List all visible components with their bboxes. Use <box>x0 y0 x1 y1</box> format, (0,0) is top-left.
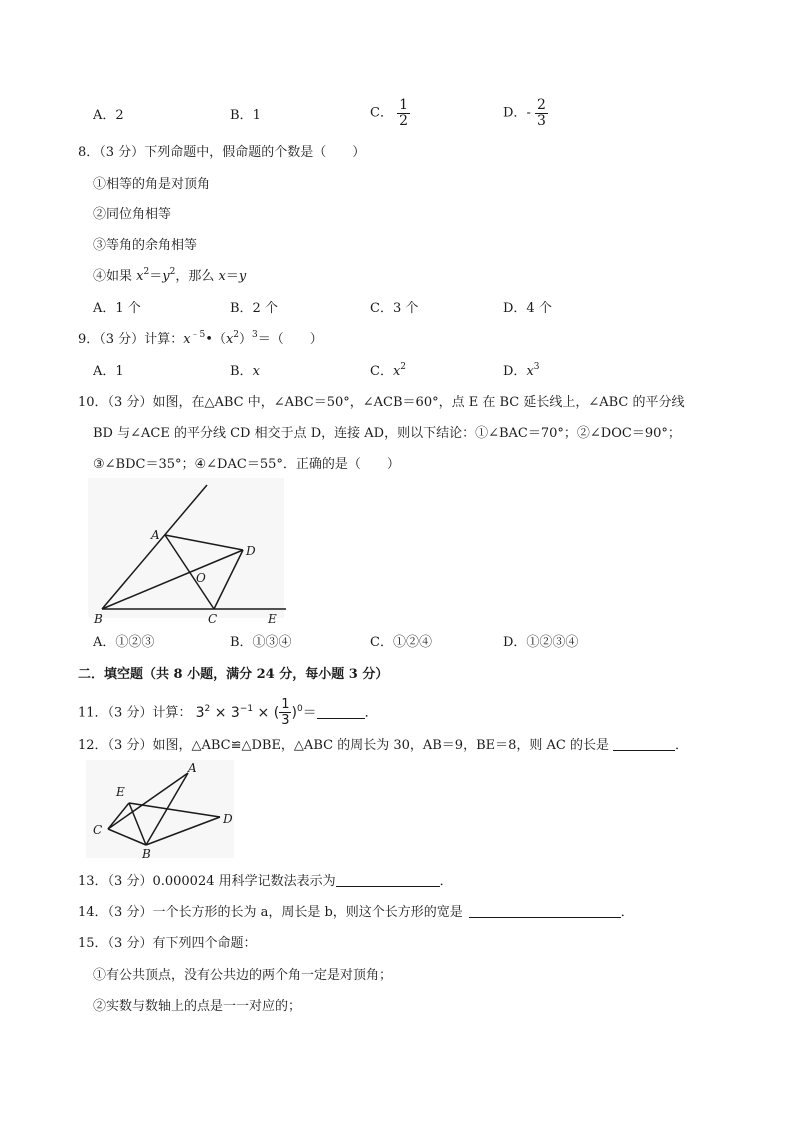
q9-option-c: C．$x^2$ <box>370 362 407 379</box>
q8-item-1: ①相等的角是对顶角 <box>93 177 211 192</box>
q8-option-c: C．3 个 <box>370 301 419 316</box>
q9-option-d: D．$x^3$ <box>503 362 540 379</box>
q9-stem: 9．（3 分）计算：$x^{﹣5}•(x^2)^3=$（ ） <box>78 330 323 347</box>
label-c: C <box>93 823 103 837</box>
q8-option-a: A．1 个 <box>93 301 141 316</box>
q10-option-a: A．①②③ <box>93 635 155 650</box>
section-2-title: 二．填空题（共 8 小题，满分 24 分，每小题 3 分） <box>78 667 389 682</box>
q10-line-2: BD 与∠ACE 的平分线 CD 相交于点 D，连接 AD，则以下结论：①∠BAC＝70°；②∠DOC＝90°； <box>93 426 681 441</box>
label-e: E <box>268 612 277 626</box>
q11-stem: 11．（3 分）计算： $3^2 \times 3^{-1}$ × ( $\frac{1}{3}$ )$^0$＝ ． <box>78 697 378 728</box>
q8-item-4: ④如果 $x^2=y^2$，那么 x＝y <box>93 267 247 284</box>
q10-figure <box>88 478 298 628</box>
q8-stem: 8．（3 分）下列命题中，假命题的个数是（ ） <box>78 145 366 160</box>
q10-option-b: B．①③④ <box>230 635 292 650</box>
label-c: C <box>208 612 218 626</box>
q10-line-1: 10．（3 分）如图，在△ABC 中，∠ABC＝50°，∠ACB＝60°，点 E 在 BC 延长线上，∠ABC 的平分线 <box>78 395 685 410</box>
q13-stem: 13．（3 分）0.000024 用科学记数法表示为 ． <box>78 874 453 889</box>
q14-stem: 14．（3 分）一个长方形的长为 a，周长是 b，则这个长方形的宽是 ． <box>78 905 634 920</box>
label-a: A <box>151 528 160 542</box>
q13-answer-blank[interactable] <box>336 872 440 887</box>
label-d: D <box>223 812 233 826</box>
q15-item-2: ②实数与数轴上的点是一一对应的； <box>93 999 302 1014</box>
label-a: A <box>188 761 197 775</box>
q12-stem: 12．（3 分）如图，△ABC≌△DBE，△ABC 的周长为 30，AB＝9，BE＝8，则 AC 的长是 ． <box>78 738 689 753</box>
q9-option-b: B．x <box>230 364 260 379</box>
q10-option-c: C．①②④ <box>370 635 432 650</box>
q12-figure-background <box>86 760 234 858</box>
label-d: D <box>246 544 256 558</box>
q8-item-2: ②同位角相等 <box>93 207 172 222</box>
q10-option-d: D．①②③④ <box>503 635 579 650</box>
q7-option-b: B．1 <box>230 108 261 123</box>
q8-option-d: D．4 个 <box>503 301 552 316</box>
q15-item-1: ①有公共顶点，没有公共边的两个角一定是对顶角； <box>93 968 393 983</box>
label-e: E <box>116 785 125 799</box>
q14-answer-blank[interactable] <box>469 903 621 918</box>
q8-option-b: B．2 个 <box>230 301 278 316</box>
label-b: B <box>142 847 151 861</box>
q10-line-3: ③∠BDC＝35°；④∠DAC＝55°．正确的是（ ） <box>93 457 400 472</box>
q12-figure <box>86 760 236 862</box>
label-b: B <box>94 612 103 626</box>
q11-answer-blank[interactable] <box>317 704 365 719</box>
q8-item-3: ③等角的余角相等 <box>93 238 198 253</box>
q7-option-d: D．- $\frac{2}{3}$ <box>503 97 546 129</box>
q12-answer-blank[interactable] <box>613 736 675 751</box>
q7-fraction-d: $\frac{2}{3}$ <box>536 97 546 129</box>
q7-option-c: C． $\frac{1}{2}$ <box>370 97 409 129</box>
q7-fraction-c: $\frac{1}{2}$ <box>399 97 409 129</box>
label-o: O <box>196 571 206 585</box>
q9-option-a: A．1 <box>93 364 124 379</box>
q7-option-a: A．2 <box>93 108 124 123</box>
q15-stem: 15．（3 分）有下列四个命题： <box>78 936 257 951</box>
